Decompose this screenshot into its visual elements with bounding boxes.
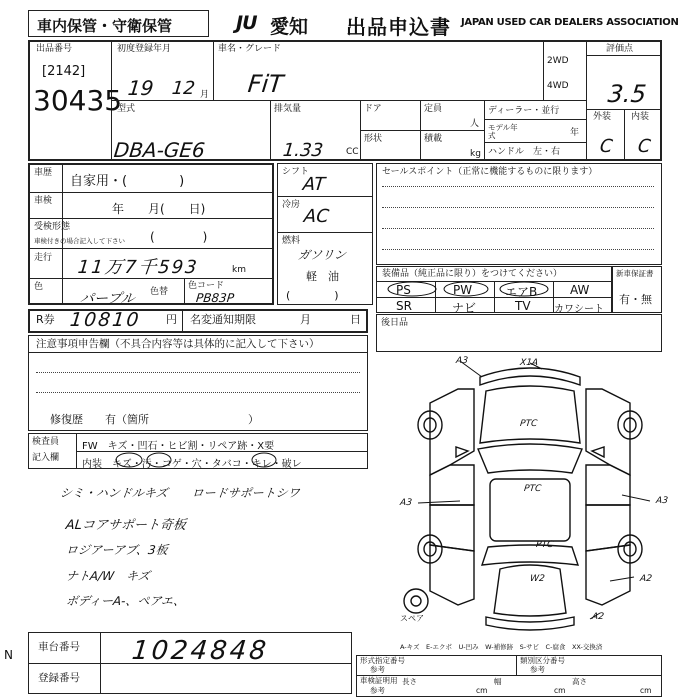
first-reg-month: 12 (170, 78, 197, 99)
length-label: 長さ (402, 677, 417, 686)
left-side-shape (430, 389, 474, 475)
storage-box (28, 10, 209, 37)
divider (100, 632, 101, 694)
left-rear-quarter (430, 545, 474, 605)
rear-bumper-shape (486, 617, 574, 630)
notice-day: 日 (350, 313, 361, 326)
mileage-unit: km (232, 265, 246, 275)
right-door-front (586, 465, 630, 505)
chassis-label: 車台番号 (38, 641, 80, 653)
spare-tire-inner (411, 596, 421, 606)
form-title: 出品申込書 (346, 15, 451, 39)
dotted-line (382, 228, 654, 229)
right-door-rear (586, 505, 630, 551)
designated-label: 形式指定番号 (360, 656, 405, 665)
circle-mark (388, 282, 436, 296)
cert-label: 車検証明用 (360, 676, 398, 685)
divider (543, 40, 544, 100)
divider (28, 192, 274, 193)
margin-mark: N (4, 648, 13, 662)
reception-paren: ( ) (150, 230, 208, 244)
divider (111, 100, 586, 101)
ext-value: C (598, 136, 614, 157)
shift-value: AT (301, 174, 327, 195)
rear-window-shape (482, 545, 578, 565)
divider (360, 130, 484, 131)
divider (484, 119, 586, 120)
color-value: パープル (79, 291, 136, 307)
int-value: C (636, 136, 652, 157)
mark-a3-right: A3 (655, 496, 669, 506)
circle-mark (147, 453, 171, 467)
int-label: 内装 (631, 112, 650, 122)
displacement-unit: CC (346, 147, 359, 157)
checker-label2: 記入欄 (32, 453, 60, 463)
category-label: 類別区分番号 (520, 656, 565, 665)
circle-mark (252, 453, 276, 467)
mark-a2-bottom: A2 (591, 612, 605, 622)
storage-label: 車内保管・守衛保管 (37, 17, 173, 35)
lot-number: 30435 (33, 84, 123, 117)
mileage-label: 走行 (34, 253, 53, 263)
divider (28, 218, 274, 219)
height-label: 高さ (572, 677, 587, 686)
note-line-2: ALコアサポート奇板 (65, 518, 187, 533)
equip-ps: PS (396, 283, 411, 297)
grade-value: 3.5 (606, 80, 648, 108)
mark-w2: W2 (529, 574, 546, 584)
ac-value: AC (302, 206, 330, 227)
spare-label: スペア (400, 614, 424, 623)
windshield-shape (478, 444, 582, 473)
color-code-label: 色コード (188, 281, 225, 291)
shift-label: シフト (282, 167, 310, 177)
color-change-label: 色替 (150, 287, 169, 297)
inspection-text: 年 月( 日) (112, 202, 206, 216)
ac-label: 冷房 (282, 200, 301, 210)
equipment-circles (376, 266, 612, 313)
after-date-label: 後日品 (381, 318, 409, 328)
after-date-box (376, 314, 662, 352)
recycle-value: 10810 (68, 309, 142, 331)
divider (184, 278, 185, 305)
assoc-name: JAPAN USED CAR DEALERS ASSOCIATION (461, 17, 679, 28)
equip-tv: TV (515, 299, 531, 313)
equip-airbag: エアB (505, 285, 538, 299)
door-shape-label: 形状 (364, 134, 383, 144)
divider (62, 163, 63, 305)
mark-a3-top: A3 (455, 356, 469, 366)
note-line-1: シミ・ハンドルキズ ロードサポートシワ (59, 486, 301, 500)
mark-x1a-top: X1A (519, 358, 539, 368)
inspection-label: 車検 (34, 196, 53, 206)
warranty-label: 新車保証書 (616, 269, 654, 278)
right-side-shape (586, 389, 630, 475)
divider (420, 100, 421, 161)
reception-note: 車検付きの場合記入して下さい (34, 237, 125, 245)
divider (484, 142, 586, 143)
right-rear-quarter (586, 545, 630, 605)
damage-legend: A-キズ E-エクボ U-凹み W-補修跡 S-サビ C-腐食 XX-交換済 (400, 643, 603, 651)
car-diagram (390, 355, 680, 655)
equip-leather-seat: カワシート (554, 304, 604, 315)
first-reg-month-unit: 月 (200, 90, 210, 100)
divider (28, 352, 368, 353)
hood-shape (480, 386, 580, 443)
divider (213, 40, 214, 100)
equipment-label: 装備品（純正品に限り）をつけてください） (382, 269, 563, 279)
front-bumper-shape (480, 368, 580, 385)
first-reg-year: 19 (126, 76, 155, 100)
height-unit: cm (640, 686, 652, 695)
reg-number-label: 登録番号 (38, 672, 80, 684)
dotted-line (382, 249, 654, 250)
equip-navi: ナビ (452, 301, 477, 315)
divider (484, 100, 485, 161)
load-unit: kg (470, 149, 481, 159)
spare-tire (404, 589, 428, 613)
displacement-value: 1.33 (281, 140, 325, 161)
divider (277, 196, 373, 197)
divider (586, 40, 587, 161)
dotted-line (36, 392, 360, 393)
category-ref: 参考 (530, 665, 545, 674)
fuel-paren: ( ) (286, 289, 339, 302)
sales-point-label: セールスポイント（正常に機能するものに限ります） (382, 167, 598, 177)
designated-ref: 参考 (370, 665, 385, 674)
fuel-value: ガソリン (297, 248, 347, 262)
fuel-label: 燃料 (282, 236, 301, 246)
recycle-unit: 円 (166, 313, 177, 326)
lot-sub-number: [2142] (42, 64, 86, 79)
note-line-3: ロジアーアブ、3板 (65, 543, 169, 557)
divider (270, 100, 271, 161)
length-unit: cm (476, 686, 488, 695)
width-label: 幅 (494, 677, 502, 686)
logo-text: 愛知 (270, 16, 309, 38)
divider (182, 309, 183, 333)
dotted-line (36, 372, 360, 373)
arrow-mark (622, 495, 650, 501)
model-value: DBA-GE6 (112, 138, 207, 162)
divider (356, 675, 662, 676)
cert-ref: 参考 (370, 686, 385, 695)
dealer-handle: ハンドル 左・右 (488, 147, 561, 157)
reception-label: 受検形態 (34, 222, 71, 232)
capacity-unit: 人 (470, 119, 480, 129)
car-name-label: 車名・グレード (218, 44, 282, 54)
width-unit: cm (554, 686, 566, 695)
dotted-line (382, 186, 654, 187)
ju-logo-mark: JU (236, 12, 257, 34)
warranty-options: 有・無 (619, 293, 652, 306)
note-line-5: ボディーA-、ペアエ、 (65, 594, 187, 608)
dealer-model-year: モデル年式 (488, 123, 518, 140)
circle-mark (116, 453, 142, 467)
divider (586, 55, 662, 56)
divider (28, 278, 274, 279)
left-door-rear (430, 505, 474, 551)
door-label: ドア (364, 104, 382, 114)
equip-sr: SR (396, 299, 412, 313)
repair-history: 修復歴 有（箇所 ） (50, 413, 259, 426)
left-door-front (430, 465, 474, 505)
recycle-label: R券 (36, 313, 55, 326)
divider (516, 655, 517, 675)
checker-row1: FW キズ・凹石・ヒビ割・リペア跡・X要 (82, 441, 275, 452)
color-code-value: PB83P (195, 291, 235, 305)
model-label: 型式 (117, 104, 136, 114)
grade-label: 評価点 (606, 44, 634, 54)
history-label: 車歴 (34, 168, 53, 178)
circle-mark (500, 282, 548, 296)
displacement-label: 排気量 (274, 104, 302, 114)
mark-a2-right: A2 (639, 574, 653, 584)
color-label: 色 (34, 282, 44, 292)
equip-pw: PW (453, 283, 473, 297)
mark-ptc-lower: PTC (535, 540, 554, 550)
mark-ptc-center: PTC (523, 484, 542, 494)
divider (277, 232, 373, 233)
mark-a3-left: A3 (399, 498, 413, 508)
dotted-line (382, 207, 654, 208)
notice-label: 名変通知期限 (190, 313, 256, 326)
load-label: 積載 (424, 134, 443, 144)
declaration-label: 注意事項申告欄（不具合内容等は具体的に記入して下さい） (36, 338, 320, 350)
ext-label: 外装 (593, 112, 612, 122)
drive-4wd: 4WD (547, 81, 569, 91)
arrow-mark (418, 501, 460, 503)
fuel-diesel: 軽 油 (306, 270, 339, 283)
mark-ptc-roof: PTC (519, 419, 538, 429)
checker-label1: 検査員 (32, 437, 60, 447)
notice-month: 月 (300, 313, 311, 326)
checker-circles (28, 433, 368, 469)
checker-row2: キズ・汚・コゲ・穴・タバコ・キレ・破レ (112, 459, 302, 470)
chassis-value: 1024848 (130, 636, 271, 666)
drive-2wd: 2WD (547, 56, 569, 66)
first-reg-label: 初度登録年月 (117, 44, 172, 54)
tailgate-shape (494, 565, 566, 616)
divider (624, 109, 625, 161)
capacity-label: 定員 (424, 104, 443, 114)
equip-aw: AW (570, 283, 590, 297)
checker-row2-label: 内装 (82, 459, 102, 470)
dealer-year-unit: 年 (570, 128, 580, 138)
car-name-value: FiT (246, 70, 285, 98)
note-line-4: ナトA/W キズ (65, 569, 151, 583)
dealer-line1: ディーラー・並行 (488, 106, 560, 116)
divider (28, 248, 274, 249)
lot-label: 出品番号 (36, 44, 73, 54)
mileage-value: 11万7千593 (76, 257, 200, 278)
circle-mark (444, 282, 488, 296)
history-value: 自家用・( ) (70, 174, 185, 189)
